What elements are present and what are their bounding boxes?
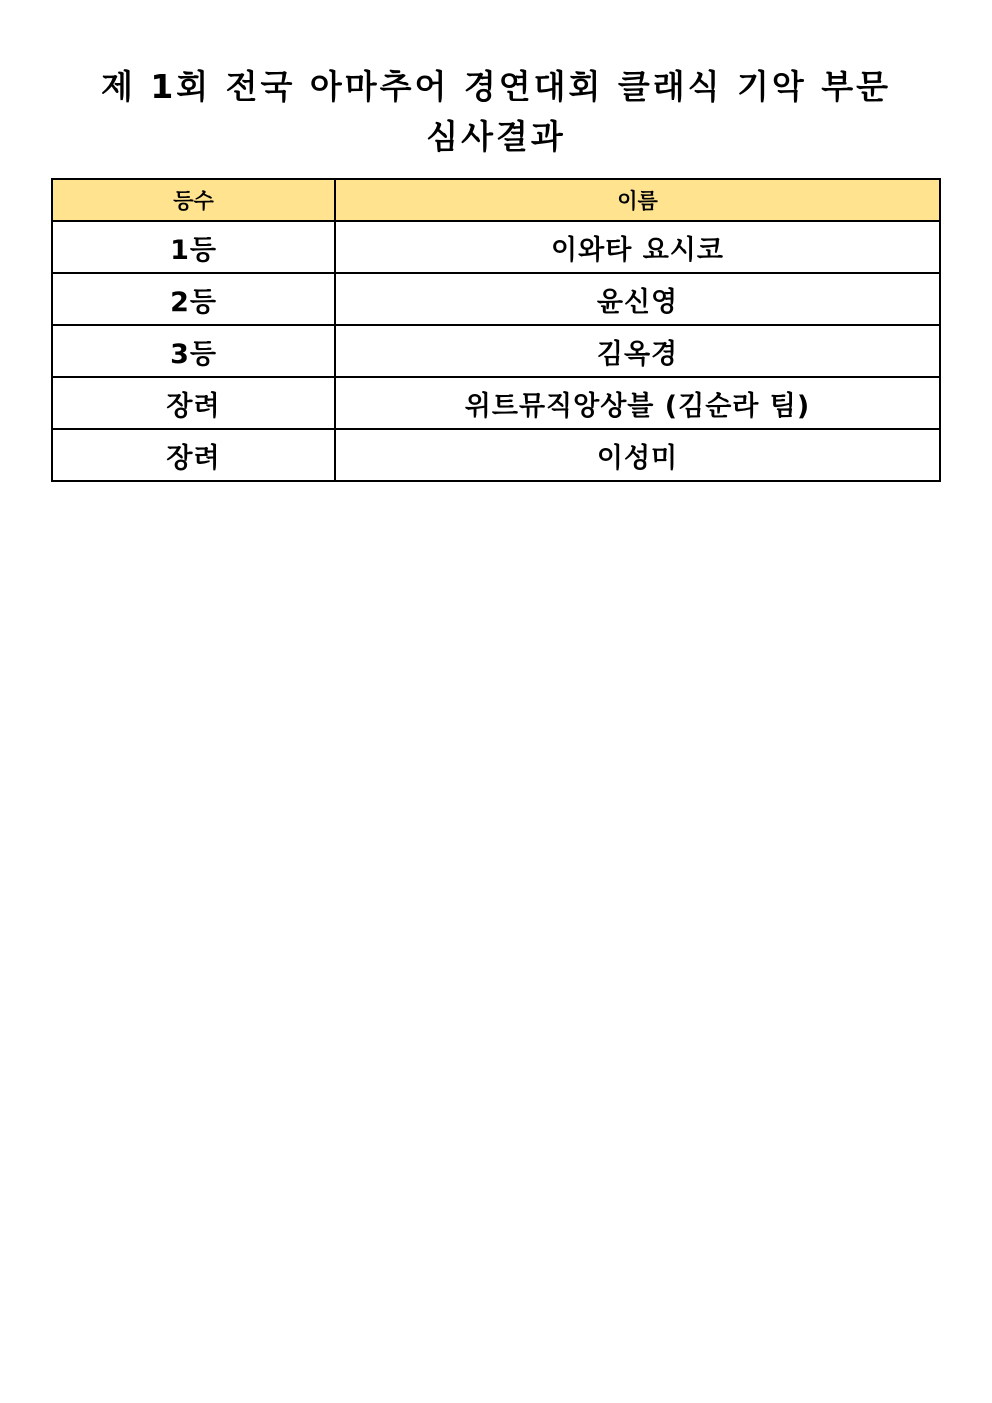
name-cell: 이성미 bbox=[335, 429, 940, 481]
rank-cell: 2등 bbox=[52, 273, 335, 325]
table-row bbox=[52, 221, 940, 273]
results-table bbox=[51, 178, 941, 482]
table-header-row bbox=[52, 179, 940, 221]
name-cell: 김옥경 bbox=[335, 325, 940, 377]
rank-cell: 1등 bbox=[52, 221, 335, 273]
table-row bbox=[52, 273, 940, 325]
title-line-1: 제 1회 전국 아마추어 경연대회 클래식 기악 부문 bbox=[100, 67, 892, 106]
document-title bbox=[0, 62, 992, 162]
table-row bbox=[52, 429, 940, 481]
title-line-2: 심사결과 bbox=[426, 117, 566, 156]
name-cell: 위트뮤직앙상블 (김순라 팀) bbox=[335, 377, 940, 429]
name-cell: 이와타 요시코 bbox=[335, 221, 940, 273]
rank-cell: 3등 bbox=[52, 325, 335, 377]
table-row bbox=[52, 377, 940, 429]
name-cell: 윤신영 bbox=[335, 273, 940, 325]
rank-cell: 장려 bbox=[52, 377, 335, 429]
table-row bbox=[52, 325, 940, 377]
rank-cell: 장려 bbox=[52, 429, 335, 481]
column-header-name: 이름 bbox=[335, 179, 940, 221]
column-header-rank: 등수 bbox=[52, 179, 335, 221]
